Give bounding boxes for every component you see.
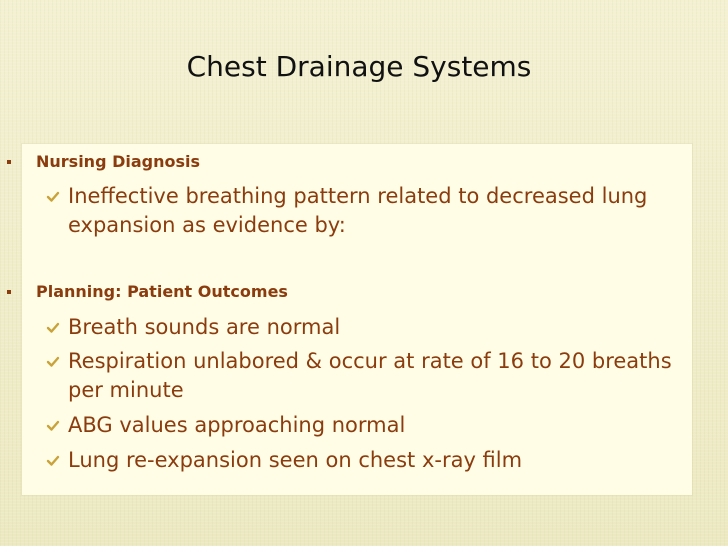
outcome-item-abg-values: ABG values approaching normal [68,413,406,437]
checkmark-icon [46,321,60,335]
diagnosis-item-line-2: expansion as evidence by: [68,213,346,237]
diagnosis-item-line-1: Ineffective breathing pattern related to decreased lung [68,184,648,208]
section-heading-nursing-diagnosis: Nursing Diagnosis [36,152,201,171]
outcome-item-respiration-line-2: per minute [68,378,184,402]
checkmark-icon [46,190,60,204]
square-bullet-icon [7,160,11,164]
section-heading-planning: Planning: Patient Outcomes [36,282,288,301]
checkmark-icon [46,355,60,369]
outcome-item-lung-reexpansion: Lung re-expansion seen on chest x-ray film [68,448,523,472]
outcome-item-respiration-line-1: Respiration unlabored & occur at rate of 16 to 20 breaths [68,349,672,373]
square-bullet-icon [7,290,11,294]
checkmark-icon [46,454,60,468]
checkmark-icon [46,419,60,433]
slide-title: Chest Drainage Systems [186,50,532,83]
outcome-item-breath-sounds: Breath sounds are normal [68,315,341,339]
